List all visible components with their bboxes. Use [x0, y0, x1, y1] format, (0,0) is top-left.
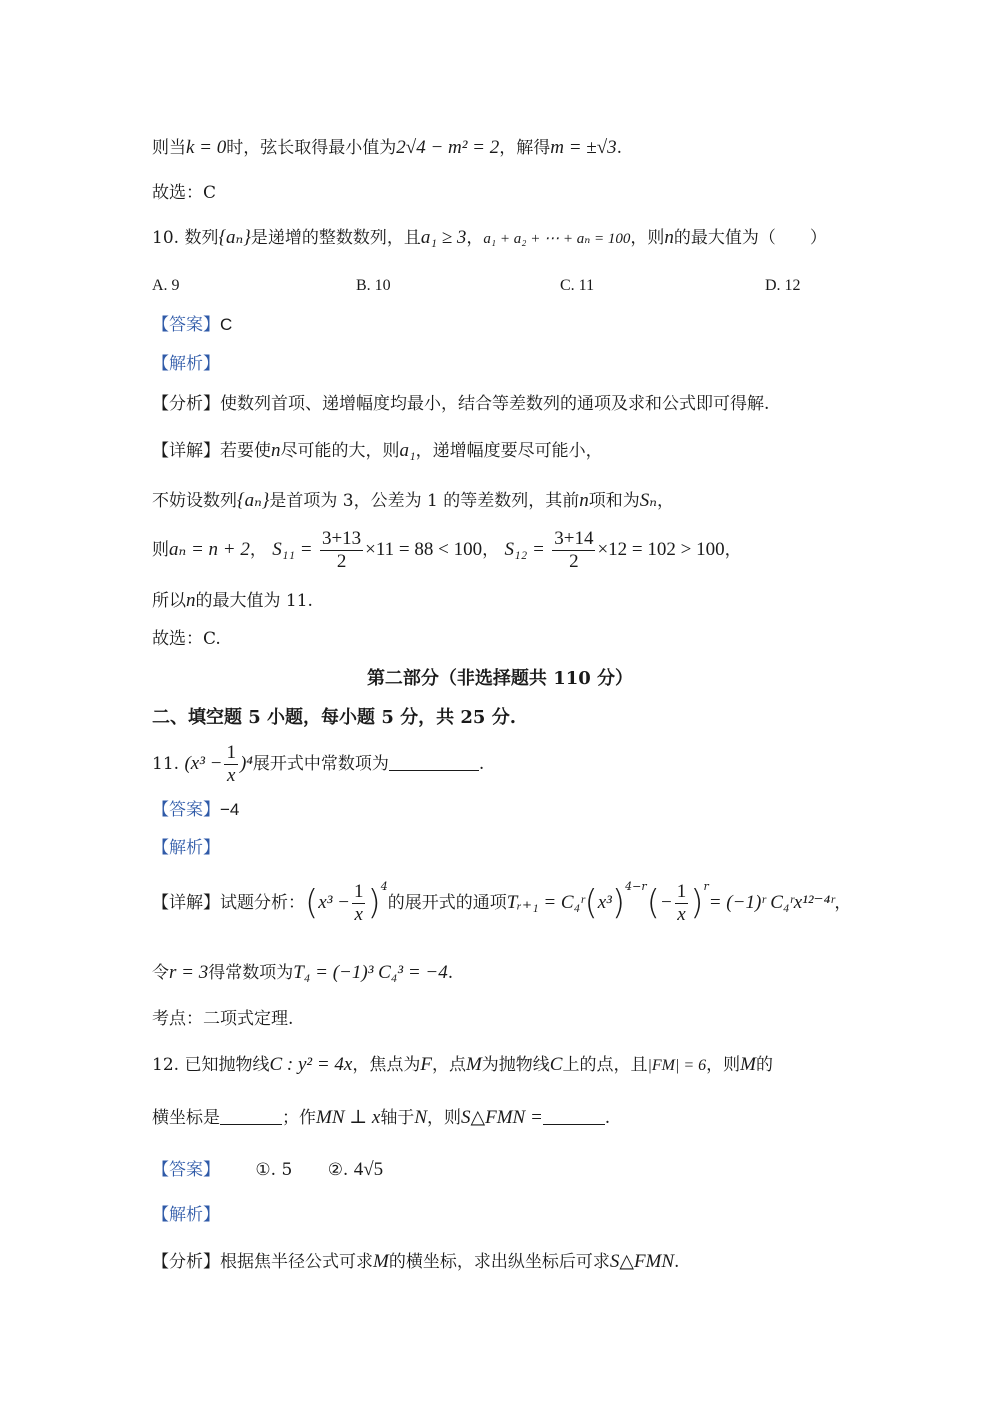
text: 数列 — [184, 228, 219, 248]
paren: ( — [646, 883, 660, 924]
denominator: x — [677, 904, 686, 925]
math: S₁₁ = — [272, 538, 313, 560]
detail-line-2 — [152, 490, 850, 513]
math: C : y² = 4x — [269, 1054, 353, 1075]
exponent: 4 — [380, 880, 388, 893]
math: n — [579, 490, 589, 511]
math: 2√4 − m² = 2 — [396, 137, 500, 158]
math: (x³ − — [184, 752, 223, 774]
part-two-heading: 第二部分（非选择题共 110 分） — [366, 668, 634, 689]
analysis-tag: 【解析】 — [152, 838, 220, 858]
fraction — [352, 881, 366, 926]
detail-line-11 — [152, 880, 850, 926]
math: M — [740, 1054, 756, 1075]
option-c: C. 11 — [560, 277, 595, 294]
answer-value: C — [220, 315, 233, 334]
math: aₙ = n + 2 — [169, 538, 250, 560]
math: M — [373, 1251, 389, 1272]
answer-blank[interactable] — [389, 752, 479, 771]
question-12-line2 — [152, 1106, 850, 1130]
answer-tag: 【答案】 — [152, 315, 220, 335]
answer-line-12 — [152, 1159, 850, 1182]
option-d: D. 12 — [765, 277, 801, 294]
text: 故选：C — [152, 183, 217, 203]
exponent: 4−r — [625, 880, 647, 893]
denominator: x — [354, 904, 363, 925]
paren: ) — [367, 883, 381, 924]
text: ， — [834, 893, 852, 913]
text: 得常数项为 — [208, 963, 294, 983]
text: 则 — [152, 539, 169, 560]
text: ，则 — [427, 1108, 461, 1128]
text: 时，弦长取得最小值为 — [226, 138, 397, 158]
numerator: 1 — [676, 881, 687, 903]
math: F — [420, 1054, 432, 1075]
math: a₁ ≥ 3 — [420, 227, 467, 248]
fraction — [224, 742, 238, 787]
text: 已知抛物线 — [184, 1055, 270, 1075]
analysis-header — [152, 354, 850, 374]
denominator: 2 — [336, 550, 347, 572]
math: r = 3 — [169, 962, 209, 983]
text: 尽可能的大，则 — [280, 441, 400, 461]
math: Tᵣ₊₁ = C₄ʳ — [506, 892, 585, 913]
answer-blank-1[interactable] — [220, 1106, 282, 1125]
text: 上的点，且 — [562, 1055, 648, 1075]
text: 不妨设数列 — [152, 491, 237, 511]
analysis-header-12 — [152, 1205, 850, 1225]
text: ，则 — [630, 228, 665, 248]
option-a: A. 9 — [152, 277, 180, 294]
text: ， — [656, 491, 674, 511]
question-11 — [152, 742, 850, 787]
answer-line-11 — [152, 800, 850, 820]
math: n — [186, 590, 196, 611]
math: M — [465, 1054, 482, 1075]
math: m = ±√3 — [550, 137, 617, 158]
text: 是递增的整数数列，且 — [250, 228, 421, 248]
tag: 【分析】 — [152, 394, 220, 414]
answer-line — [152, 315, 850, 335]
math: − — [659, 892, 673, 913]
question-number: 10. — [152, 228, 180, 248]
text: ， — [249, 539, 267, 560]
text: ，点 — [431, 1055, 466, 1075]
exponent: r — [703, 880, 709, 893]
math: S△FMN = — [461, 1107, 543, 1128]
analysis-line-12 — [152, 1251, 850, 1274]
math: N — [414, 1107, 427, 1128]
answer-value-2: 4√5 — [353, 1159, 384, 1180]
answer-choice-line-2 — [152, 629, 850, 649]
text: ；作 — [282, 1108, 316, 1128]
paren: ( — [584, 883, 598, 924]
detail-line-11b — [152, 962, 850, 985]
detail-line-3 — [152, 528, 850, 573]
text: 的最大值为 11. — [195, 591, 313, 611]
math: {aₙ} — [218, 227, 251, 248]
text: 故选：C. — [152, 629, 221, 649]
math: x³ — [597, 892, 612, 913]
math: MN ⊥ x — [316, 1107, 381, 1128]
math: x³ − — [318, 892, 350, 913]
text: ，则 — [706, 1055, 741, 1075]
text: . — [616, 138, 623, 158]
detail-line — [152, 440, 850, 463]
text: 轴于 — [380, 1108, 415, 1128]
text: ， — [724, 539, 742, 560]
answer-blank-2[interactable] — [543, 1106, 605, 1125]
text: 的横坐标，求出纵坐标后可求 — [388, 1252, 610, 1272]
analysis-header-11 — [152, 838, 850, 858]
numerator: 1 — [226, 742, 236, 763]
question-10 — [152, 227, 850, 250]
paren: ) — [611, 883, 626, 924]
paren: ) — [690, 883, 704, 924]
paren: ( — [305, 883, 319, 924]
math: a₁ — [399, 440, 416, 461]
solution-line-chord — [152, 137, 850, 160]
fraction — [320, 528, 363, 573]
math: {aₙ} — [237, 490, 270, 511]
math: )⁴ — [239, 752, 253, 774]
denominator: x — [227, 764, 236, 786]
text: 的 — [756, 1055, 773, 1075]
text: . — [447, 963, 454, 983]
text: . — [674, 1252, 680, 1272]
section-two-heading: 二、填空题 5 小题，每小题 5 分，共 25 分. — [152, 707, 516, 728]
text: 则当 — [152, 138, 186, 158]
analysis-tag: 【解析】 — [152, 354, 220, 374]
text: 的展开式的通项 — [387, 893, 507, 913]
answer-tag: 【答案】 — [152, 800, 220, 820]
text: 为抛物线 — [481, 1055, 550, 1075]
text: 根据焦半径公式可求 — [220, 1252, 373, 1272]
math: |FM| = 6 — [647, 1057, 707, 1074]
text: ，焦点为 — [352, 1055, 421, 1075]
text: ， — [482, 539, 500, 560]
detail-line-4 — [152, 590, 850, 613]
tag: 【详解】 — [152, 893, 220, 913]
text: 项和为 — [588, 491, 640, 511]
fraction — [552, 528, 595, 573]
option-b: B. 10 — [356, 277, 391, 294]
math: n — [271, 440, 281, 461]
numerator: 3+14 — [554, 528, 594, 549]
math: Sₙ — [639, 490, 657, 511]
text: . — [478, 753, 485, 774]
denominator: 2 — [569, 550, 579, 572]
text: ， — [466, 228, 484, 248]
knowledge-point: 考点：二项式定理. — [152, 1009, 294, 1029]
fraction — [675, 881, 689, 926]
math: S△FMN — [609, 1251, 675, 1272]
text: 使数列首项、递增幅度均最小，结合等差数列的通项及求和公式即可得解. — [220, 394, 770, 414]
math: ×11 = 88 < 100 — [365, 538, 483, 560]
text: ，递增幅度要尽可能小， — [415, 441, 603, 461]
question-12 — [152, 1054, 850, 1077]
text: 所以 — [152, 591, 186, 611]
text: ，解得 — [499, 138, 551, 158]
tag: 【分析】 — [152, 1252, 220, 1272]
math: k = 0 — [186, 137, 227, 158]
math: T₄ = (−1)³ C₄³ = −4 — [293, 962, 448, 983]
math: a₁ + a₂ + ⋯ + aₙ = 100 — [483, 231, 631, 247]
text: 的最大值为（ ） — [673, 228, 827, 248]
text: 令 — [152, 963, 169, 983]
math: n — [664, 227, 674, 248]
answer-choice-line — [152, 183, 850, 203]
text: 若要使 — [220, 441, 271, 461]
numerator: 3+13 — [321, 528, 362, 549]
answer-value: −4 — [220, 800, 240, 819]
math: C — [549, 1054, 563, 1075]
text: 是首项为 3，公差为 1 的等差数列，其前 — [269, 491, 580, 511]
math: S₁₂ = — [504, 538, 545, 560]
math: = (−1)ʳ C₄ʳx¹²⁻⁴ʳ — [708, 892, 835, 913]
tag: 【详解】 — [152, 441, 220, 461]
question-number: 12. — [152, 1055, 180, 1075]
math: ×12 = 102 > 100 — [597, 538, 725, 560]
numerator: 1 — [353, 881, 364, 903]
analysis-tag: 【解析】 — [152, 1205, 220, 1225]
answer-tag: 【答案】 — [152, 1160, 220, 1180]
answer-value-1: ①. 5 — [255, 1160, 293, 1180]
question-number: 11. — [152, 753, 180, 774]
answer-label-2: ②. — [327, 1160, 349, 1180]
text: . — [604, 1108, 611, 1128]
text: 展开式中常数项为 — [252, 753, 389, 774]
text: 试题分析： — [220, 893, 305, 913]
analysis-line — [152, 394, 850, 414]
text: 横坐标是 — [152, 1108, 220, 1128]
